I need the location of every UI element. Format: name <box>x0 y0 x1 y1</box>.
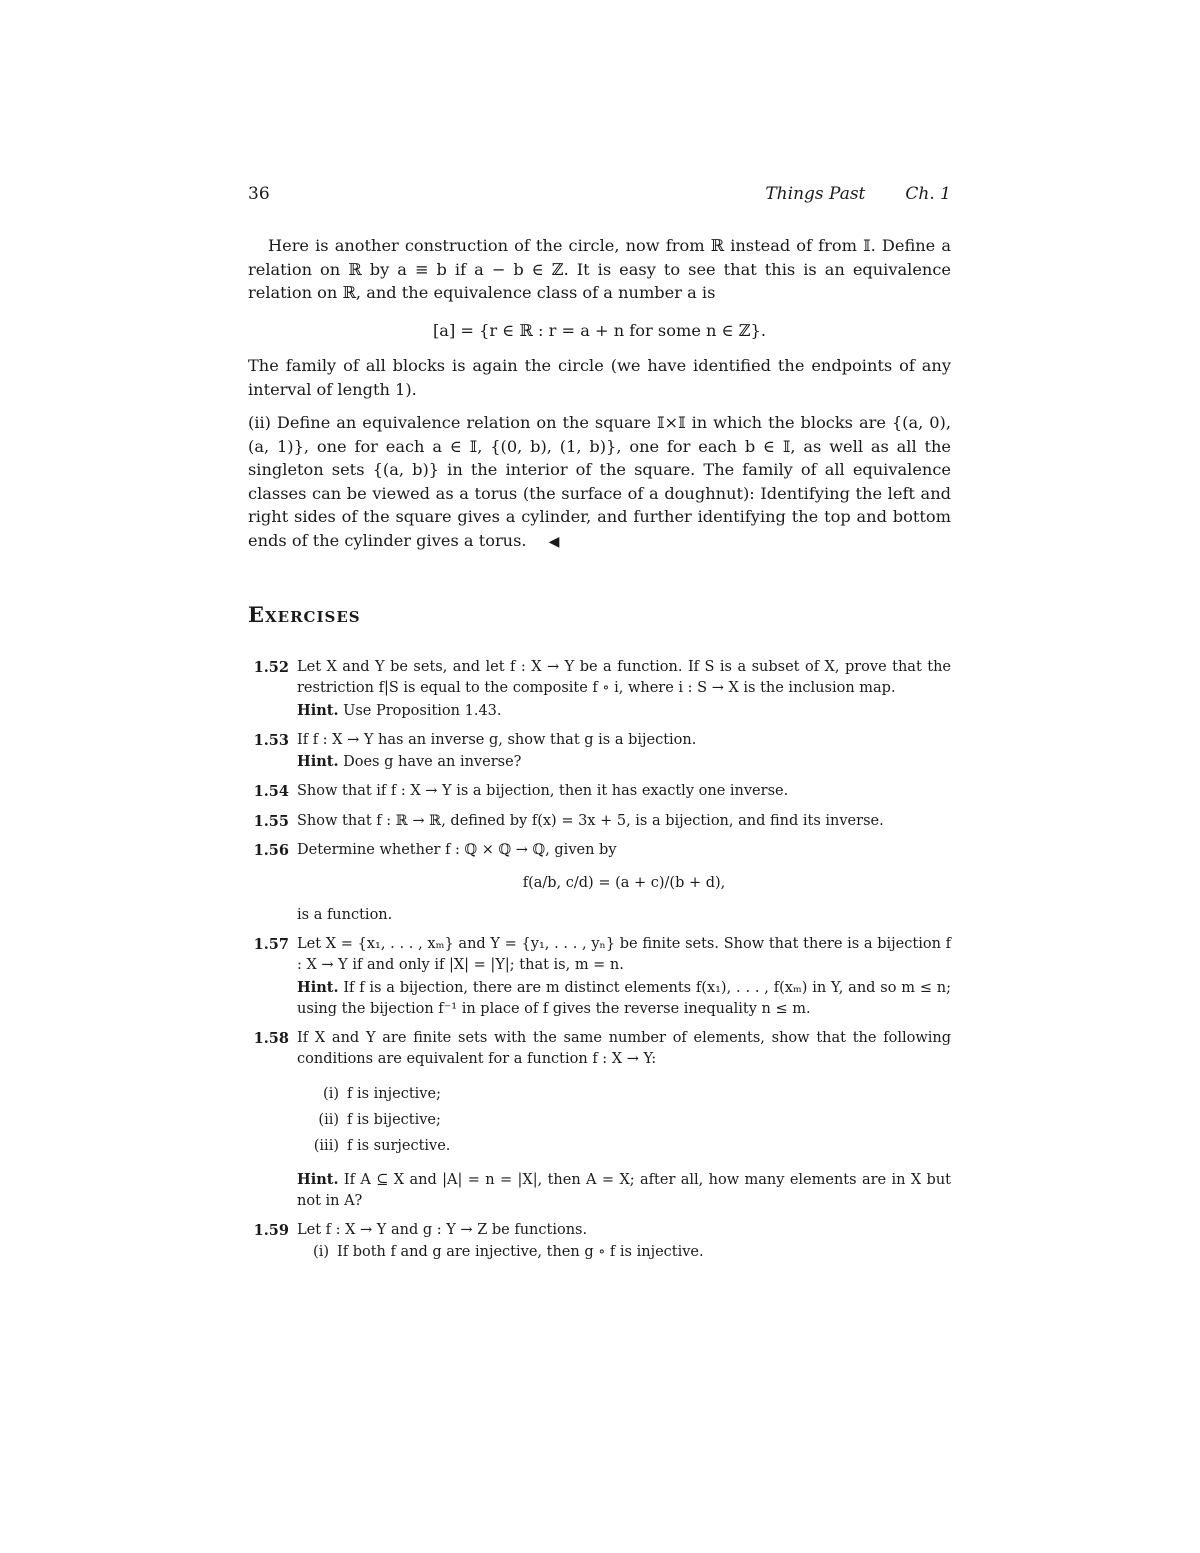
exercise-text: is a function. <box>297 906 393 923</box>
exercise-item <box>248 657 951 722</box>
exercise-text: Show that f : ℝ → ℝ, defined by f(x) = 3x + 5, is a bijection, and find its inverse. <box>297 812 884 829</box>
hint: Hint. If A ⊆ X and |A| = n = |X|, then A = X; after all, how many elements are in X but not in A? <box>297 1170 952 1210</box>
hint-label: Hint. <box>297 753 339 771</box>
exercise-item <box>248 781 951 802</box>
end-of-example-icon: ◀ <box>548 533 560 550</box>
exercise-item <box>248 1220 951 1263</box>
exercise-item <box>248 730 951 774</box>
exercise-item <box>248 840 951 926</box>
hint-label: Hint. <box>297 1170 339 1188</box>
exercise-list <box>248 657 951 1263</box>
condition-item: (ii) f is bijective; <box>318 1111 441 1128</box>
paragraph: The family of all blocks is again the circle (we have identified the endpoints of any interval of length 1). <box>248 356 951 399</box>
exercise-number: 1.57 <box>253 935 289 953</box>
paragraph: (ii) Define an equivalence relation on the square 𝕀×𝕀 in which the blocks are {(a, 0), (a, 1)}, one for each a ∈ 𝕀, {(0, b), (1, b)}, one for each b ∈ 𝕀, as well as all the singleton sets {(a, b)} in the interior of the square. The family of all equivalence classes can be viewed as a torus (the surface of a doughnut): Identifying the left and right sides of the square gives a cylinder, and further identifying the top and bottom ends of the cylinder gives a torus. ◀ <box>248 413 951 550</box>
intro-text <box>248 234 951 554</box>
display-equation: f(a/b, c/d) = (a + c)/(b + d), <box>522 875 726 892</box>
hint-label: Hint. <box>297 701 339 719</box>
running-header <box>248 180 951 208</box>
exercise-number: 1.59 <box>253 1222 289 1240</box>
section-title: Exercises <box>248 602 361 627</box>
condition-list <box>297 1081 951 1159</box>
exercise-number: 1.58 <box>253 1030 289 1048</box>
exercise-text: If f : X → Y has an inverse g, show that g is a bijection. <box>297 731 697 748</box>
page <box>248 180 951 1263</box>
exercise-item <box>248 934 951 1020</box>
exercise-text: Show that if f : X → Y is a bijection, then it has exactly one inverse. <box>297 783 789 800</box>
hint: Hint. If f is a bijection, there are m distinct elements f(x₁), . . . , f(xₘ) in Y, and so m ≤ n; using the bijection f⁻¹ in place of f gives the reverse inequality n ≤ m. <box>297 978 951 1017</box>
exercise-number: 1.55 <box>253 812 289 830</box>
hint-label: Hint. <box>297 978 339 996</box>
exercise-text: Let f : X → Y and g : Y → Z be functions. <box>297 1222 588 1239</box>
display-equation: [a] = {r ∈ ℝ : r = a + n for some n ∈ ℤ}. <box>432 320 767 340</box>
condition-item: (i) f is injective; <box>323 1085 441 1102</box>
exercise-number: 1.54 <box>253 783 289 801</box>
page-number: 36 <box>248 184 270 204</box>
chapter-label: Ch. 1 <box>905 184 951 204</box>
exercise-item <box>248 811 951 832</box>
exercise-number: 1.52 <box>253 659 289 676</box>
hint: Hint. Does g have an inverse? <box>297 753 522 771</box>
hint: Hint. Use Proposition 1.43. <box>297 701 502 719</box>
exercise-number: 1.56 <box>253 842 289 860</box>
exercise-item <box>248 1028 951 1212</box>
exercise-text: Let X and Y be sets, and let f : X → Y be a function. If S is a subset of X, prove that the restriction f|S is equal to the composite f ∘ i, where i : S → X is the inclusion map. <box>297 659 951 697</box>
exercise-text: If X and Y are finite sets with the same number of elements, show that the following conditions are equivalent for a function f : X → Y: <box>297 1030 951 1068</box>
paragraph: Here is another construction of the circle, now from ℝ instead of from 𝕀. Define a relation on ℝ by a ≡ b if a − b ∈ ℤ. It is easy to see that this is an equivalence relation on ℝ, and the equivalence class of a number a is <box>248 236 951 302</box>
sub-item: (i) If both f and g are injective, then g ∘ f is injective. <box>313 1243 704 1260</box>
exercise-text: Determine whether f : ℚ × ℚ → ℚ, given by <box>297 842 617 859</box>
exercise-text: Let X = {x₁, . . . , xₘ} and Y = {y₁, . . . , yₙ} be finite sets. Show that there is a bijection f : X → Y if and only if |X| = |Y|; that is, m = n. <box>297 935 951 974</box>
condition-item: (iii) f is surjective. <box>313 1137 451 1154</box>
running-title: Things Past <box>765 184 866 204</box>
exercise-number: 1.53 <box>253 731 289 749</box>
